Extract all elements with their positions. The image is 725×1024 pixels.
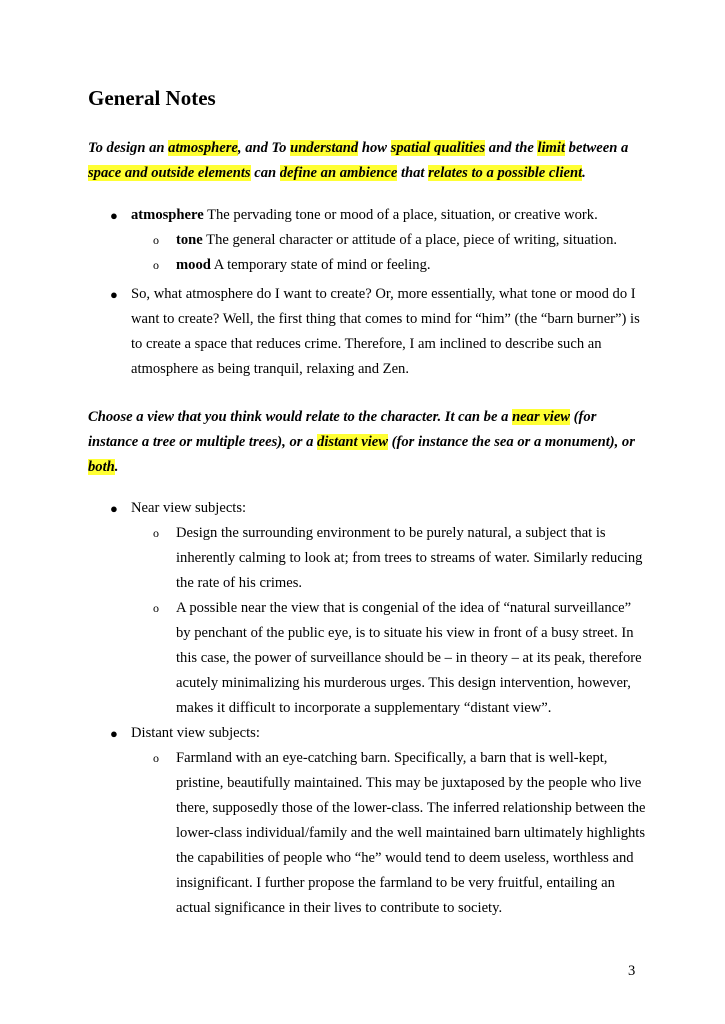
sub-bullet-icon: o: [153, 601, 159, 615]
intro-text: .: [582, 165, 586, 181]
paragraph-text: So, what atmosphere do I want to create? Or, more essentially, what tone or mood do I want to create? Well, the first thing that comes to mind for “him” (the “barn burner”) is to create a space that reduces crime. Therefore, I am inclined to describe such an atmosphere as being tranquil, relaxing and Zen.: [131, 286, 640, 377]
highlighted-text: distant view: [317, 434, 388, 450]
highlighted-text: atmosphere: [168, 140, 238, 156]
paragraph-text: Design the surrounding environment to be purely natural, a subject that is inherently calming to look at; from trees to streams of water. Similarly reducing the rate of his crimes.: [176, 525, 643, 591]
definition-term: tone: [176, 232, 203, 248]
highlighted-text: understand: [290, 140, 359, 156]
page-title: General Notes: [88, 86, 216, 110]
intro-text: (for instance the sea or a monument), or: [388, 434, 635, 450]
definition-term: atmosphere: [131, 207, 204, 223]
intro-text: that: [397, 165, 429, 181]
intro-paragraph-view: [88, 405, 648, 480]
sub-bullet-icon: o: [153, 751, 159, 765]
sub-bullet-icon: o: [153, 258, 159, 272]
highlighted-text: space and outside elements: [88, 165, 251, 181]
intro-text: how: [358, 140, 391, 156]
intro-paragraph-atmosphere: [88, 136, 648, 186]
list-item-distant-heading: [0, 721, 641, 746]
definition-text: The general character or attitude of a place, piece of writing, situation.: [202, 232, 618, 248]
highlighted-text: define an ambience: [279, 165, 398, 181]
intro-text: Choose a view that you think would relate to the character. It can be a: [88, 409, 513, 425]
bullet-icon: ●: [110, 726, 118, 741]
paragraph-text: A possible near the view that is congenial of the idea of “natural surveillance” by penchant of the public eye, is to situate his view in front of a busy street. In this case, the power of surveillance should be – in theory – at its peak, therefore acutely minimalizing his murderous urges. This design intervention, however, makes it difficult to incorporate a supplementary “distant view”.: [176, 600, 642, 716]
highlighted-text: both: [88, 459, 115, 475]
intro-text: .: [114, 459, 119, 475]
list-item-atmosphere: [0, 203, 641, 228]
list-item-atmosphere-paragraph: [0, 282, 641, 382]
bullet-icon: ●: [110, 287, 118, 302]
definition-term: mood: [176, 257, 211, 273]
highlighted-text: limit: [537, 140, 566, 156]
sub-bullet-icon: o: [153, 526, 159, 540]
bullet-icon: ●: [110, 501, 118, 516]
section-heading-text: Near view subjects:: [131, 500, 247, 516]
intro-text: , and To: [237, 140, 291, 156]
list-item-mood: [0, 253, 646, 278]
sub-bullet-icon: o: [153, 233, 159, 247]
list-item-distant-view: [0, 746, 646, 921]
highlighted-text: spatial qualities: [390, 140, 486, 156]
definitions-list: [0, 203, 725, 382]
page-number: 3: [628, 963, 636, 979]
intro-text: (for instance a tree or multiple trees), or a: [88, 409, 597, 450]
list-item-near-view: [0, 521, 646, 596]
intro-text: between a: [565, 140, 629, 156]
intro-text: can: [250, 165, 280, 181]
intro-text: and the: [485, 140, 538, 156]
view-subjects-list: [0, 496, 725, 921]
section-heading-text: Distant view subjects:: [131, 725, 260, 741]
intro-text: To design an: [88, 140, 169, 156]
highlighted-text: near view: [512, 409, 571, 425]
list-item-tone: [0, 228, 646, 253]
list-item-near-heading: [0, 496, 641, 521]
definition-text: A temporary state of mind or feeling.: [210, 257, 431, 273]
highlighted-text: relates to a possible client: [428, 165, 583, 181]
paragraph-text: Farmland with an eye-catching barn. Specifically, a barn that is well-kept, pristine, beautifully maintained. This may be juxtaposed by the people who live there, supposedly those of the lower-class. The inferred relationship between the lower-class individual/family and the well maintained barn ultimately highlights the capabilities of people who “he” would tend to deem useless, worthless and insignificant. I further propose the farmland to be very fruitful, entailing an actual significance in their lives to contribute to society.: [176, 750, 646, 916]
list-item-near-view: [0, 596, 646, 721]
bullet-icon: ●: [110, 208, 118, 223]
definition-text: The pervading tone or mood of a place, situation, or creative work.: [203, 207, 598, 223]
